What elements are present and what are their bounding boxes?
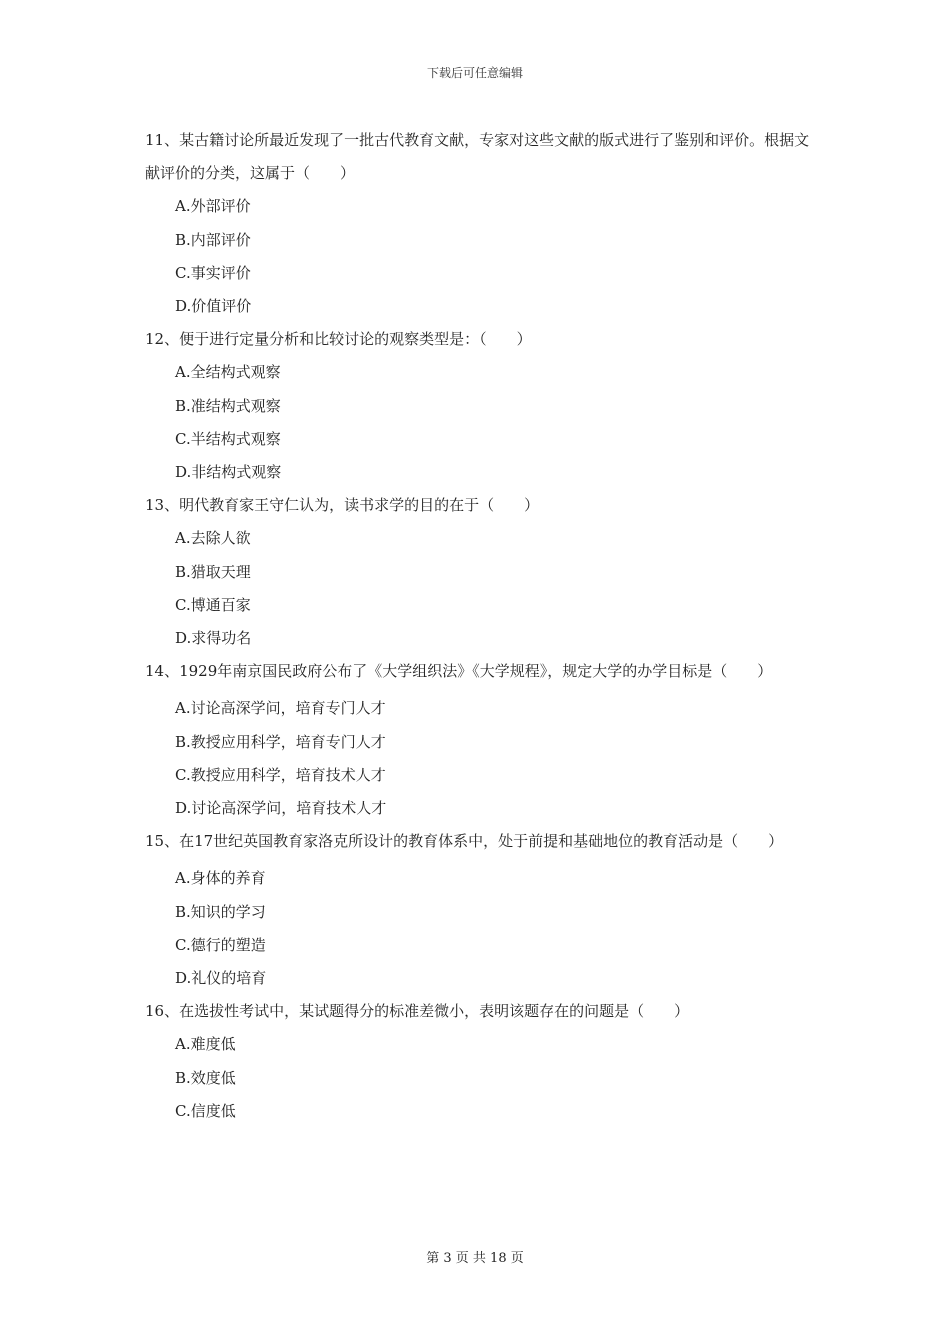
option-c: C.信度低 bbox=[175, 1101, 236, 1120]
option-a: A.身体的养育 bbox=[175, 869, 266, 888]
option-b: B.教授应用科学，培育专门人才 bbox=[175, 732, 386, 751]
question-16 bbox=[145, 995, 810, 1128]
option-list bbox=[145, 356, 810, 489]
option-a: A.外部评价 bbox=[175, 197, 251, 216]
option-c: C.事实评价 bbox=[175, 263, 251, 282]
question-11 bbox=[145, 124, 810, 323]
option-a: A.全结构式观察 bbox=[175, 363, 281, 382]
question-stem: 13、明代教育家王守仁认为，读书求学的目的在于（ ） bbox=[145, 496, 540, 515]
page-header: 下载后可任意编辑 bbox=[426, 66, 523, 80]
option-d: D.价值评价 bbox=[175, 297, 252, 316]
option-b: B.猎取天理 bbox=[175, 562, 251, 581]
option-c: C.博通百家 bbox=[175, 595, 251, 614]
option-c: C.教授应用科学，培育技术人才 bbox=[175, 765, 386, 784]
option-d: D.礼仪的培育 bbox=[175, 969, 267, 988]
option-c: C.德行的塑造 bbox=[175, 935, 266, 954]
option-c: C.半结构式观察 bbox=[175, 429, 281, 448]
option-list bbox=[145, 190, 810, 323]
option-list bbox=[145, 692, 810, 825]
question-stem: 12、便于进行定量分析和比较讨论的观察类型是：（ ） bbox=[145, 330, 532, 349]
question-12 bbox=[145, 323, 810, 489]
option-b: B.效度低 bbox=[175, 1068, 236, 1087]
option-b: B.准结构式观察 bbox=[175, 396, 281, 415]
question-stem: 11、某古籍讨论所最近发现了一批古代教育文献，专家对这些文献的版式进行了鉴别和评价。根据文献评价的分类，这属于（ ） bbox=[145, 131, 810, 183]
question-14 bbox=[145, 655, 810, 825]
option-b: B.知识的学习 bbox=[175, 902, 266, 921]
option-list bbox=[145, 522, 810, 655]
question-list bbox=[145, 124, 810, 1128]
option-list bbox=[145, 862, 810, 995]
option-a: A.讨论高深学问，培育专门人才 bbox=[175, 699, 386, 718]
question-13 bbox=[145, 489, 810, 655]
option-b: B.内部评价 bbox=[175, 230, 251, 249]
option-d: D.求得功名 bbox=[175, 629, 252, 648]
option-a: A.去除人欲 bbox=[175, 529, 251, 548]
question-15 bbox=[145, 825, 810, 995]
question-stem: 15、在17世纪英国教育家洛克所设计的教育体系中，处于前提和基础地位的教育活动是（ ） bbox=[145, 832, 784, 851]
question-stem: 16、在选拔性考试中，某试题得分的标准差微小，表明该题存在的问题是（ ） bbox=[145, 1002, 690, 1021]
question-stem: 14、1929年南京国民政府公布了《大学组织法》《大学规程》，规定大学的办学目标是（ ） bbox=[145, 662, 773, 681]
option-list bbox=[145, 1028, 810, 1128]
option-d: D.讨论高深学问，培育技术人才 bbox=[175, 799, 387, 818]
option-d: D.非结构式观察 bbox=[175, 463, 282, 482]
page-footer: 第 3 页 共 18 页 bbox=[426, 1251, 524, 1266]
option-a: A.难度低 bbox=[175, 1035, 236, 1054]
